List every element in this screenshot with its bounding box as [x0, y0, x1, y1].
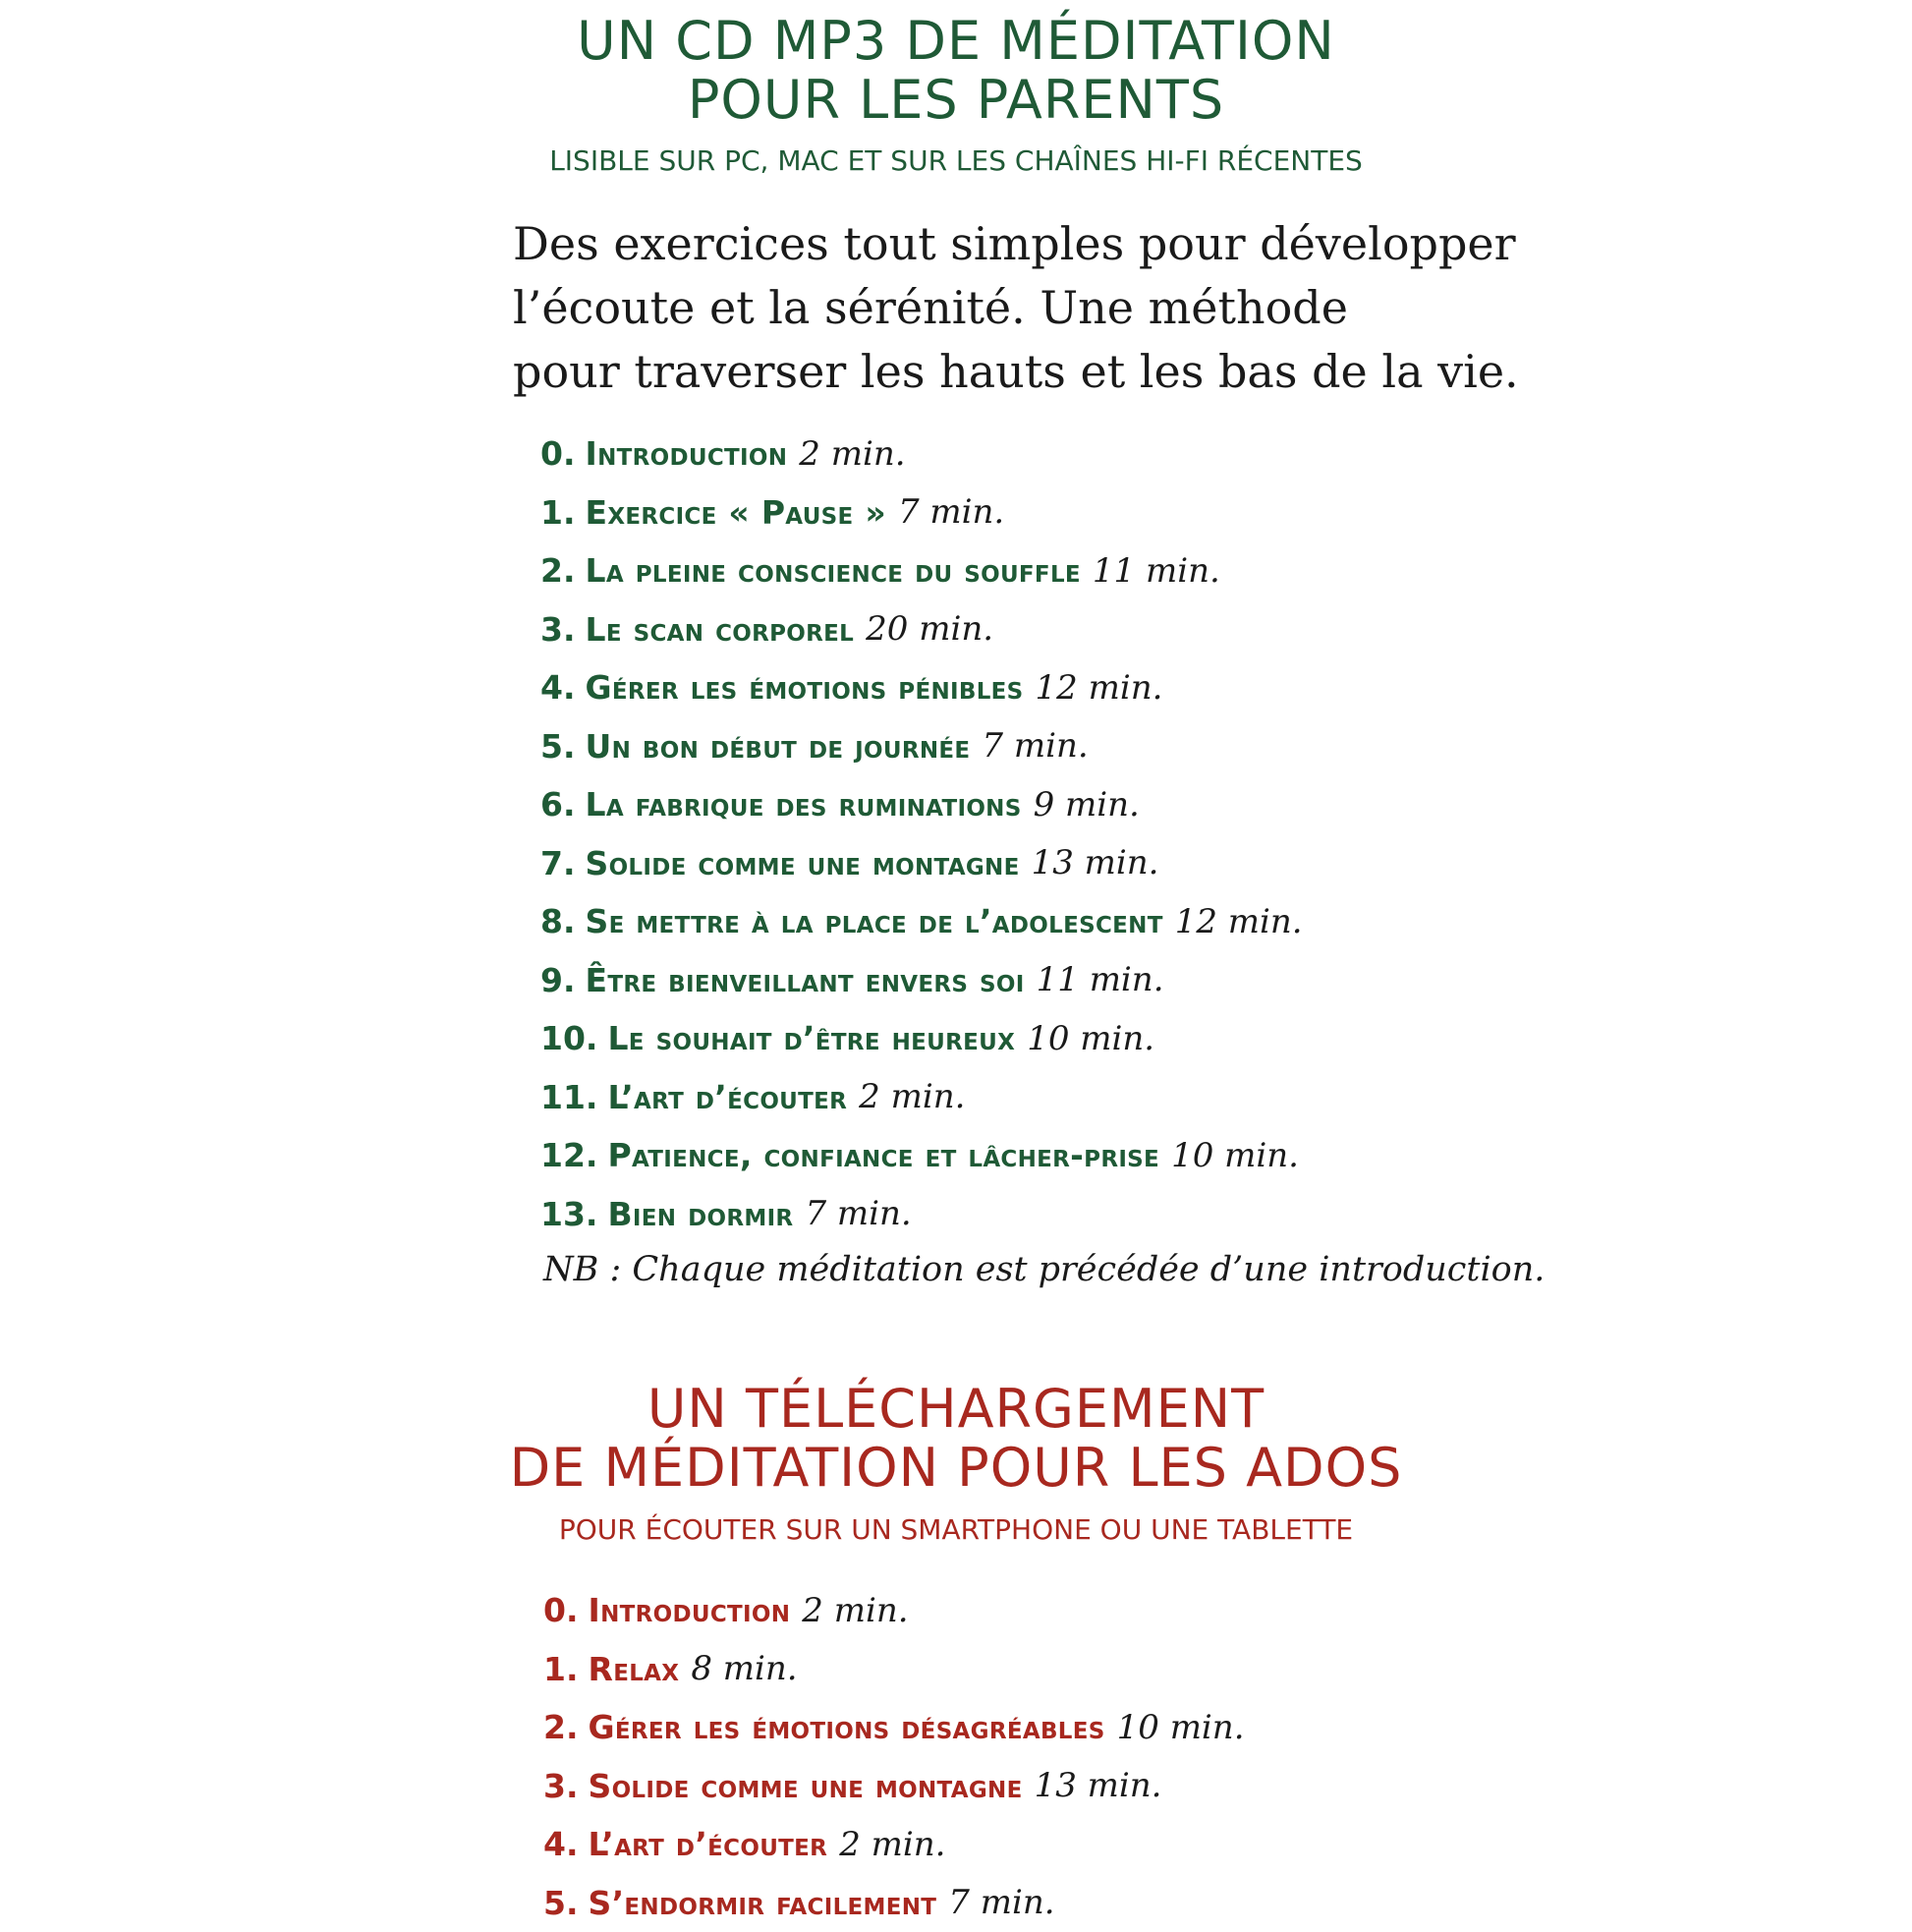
track-item [540, 951, 1303, 1010]
track-title: Exercice « Pause » [586, 493, 886, 532]
track-title: Gérer les émotions pénibles [586, 668, 1024, 707]
track-number: 5. [540, 727, 576, 766]
track-item [543, 1698, 1245, 1757]
cd-title-line2: POUR LES PARENTS [0, 71, 1912, 130]
track-number: 4. [540, 668, 576, 707]
track-duration: 13 min. [1035, 1766, 1162, 1805]
track-duration: 7 min. [898, 492, 1004, 532]
track-item [540, 892, 1303, 951]
track-number: 0. [540, 434, 576, 473]
track-number: 3. [543, 1767, 579, 1805]
track-number: 1. [543, 1650, 579, 1688]
track-number: 2. [540, 551, 576, 590]
track-duration: 7 min. [948, 1883, 1054, 1922]
track-duration: 12 min. [1175, 902, 1303, 941]
track-item [540, 1068, 1303, 1127]
track-number: 6. [540, 785, 576, 824]
track-number: 9. [540, 961, 576, 999]
track-duration: 2 min. [799, 434, 905, 474]
track-item [540, 600, 1303, 659]
track-duration: 20 min. [866, 609, 993, 649]
track-number: 3. [540, 610, 576, 649]
track-duration: 10 min. [1117, 1708, 1245, 1747]
cd-description [513, 212, 1495, 404]
track-number: 5. [543, 1884, 579, 1922]
track-item [543, 1640, 1245, 1699]
cd-note: NB : Chaque méditation est précédée d’une introduction. [543, 1250, 1545, 1289]
track-item [540, 1126, 1303, 1185]
track-item [540, 775, 1303, 834]
track-item [540, 1185, 1303, 1244]
track-number: 0. [543, 1591, 579, 1629]
track-number: 7. [540, 844, 576, 882]
track-item [543, 1874, 1245, 1932]
track-duration: 10 min. [1027, 1019, 1154, 1058]
track-title: Un bon début de journée [586, 727, 971, 766]
track-item [540, 1009, 1303, 1068]
track-title: Être bienveillant envers soi [586, 961, 1025, 999]
track-duration: 11 min. [1093, 551, 1220, 591]
track-title: La fabrique des ruminations [586, 785, 1022, 824]
track-item [543, 1815, 1245, 1874]
track-number: 4. [543, 1825, 579, 1863]
track-title: L’art d’écouter [589, 1825, 828, 1863]
track-title: Solide comme une montagne [586, 844, 1020, 882]
track-number: 13. [540, 1195, 597, 1233]
track-title: S’endormir facilement [589, 1884, 937, 1922]
download-title-line1: UN TÉLÉCHARGEMENT [0, 1380, 1912, 1439]
track-number: 12. [540, 1136, 597, 1174]
track-item [540, 717, 1303, 776]
description-line: pour traverser les hauts et les bas de la vie. [513, 340, 1495, 404]
track-number: 8. [540, 902, 576, 940]
cd-subtitle: LISIBLE SUR PC, MAC ET SUR LES CHAÎNES HI-FI RÉCENTES [0, 144, 1912, 178]
track-title: Introduction [589, 1591, 791, 1629]
track-title: Le scan corporel [586, 610, 855, 649]
track-title: Solide comme une montagne [589, 1767, 1023, 1805]
track-title: Introduction [586, 434, 788, 473]
track-item [540, 541, 1303, 600]
track-duration: 8 min. [691, 1649, 797, 1688]
track-title: Patience, confiance et lâcher-prise [607, 1136, 1159, 1174]
track-duration: 2 min. [802, 1591, 908, 1630]
track-title: Bien dormir [607, 1195, 793, 1233]
track-duration: 13 min. [1032, 843, 1159, 882]
track-number: 1. [540, 493, 576, 532]
track-item [543, 1581, 1245, 1640]
track-duration: 2 min. [839, 1825, 945, 1864]
download-subtitle: POUR ÉCOUTER SUR UN SMARTPHONE OU UNE TABLETTE [0, 1513, 1912, 1547]
track-item [540, 483, 1303, 542]
cd-track-list [540, 425, 1303, 1243]
track-duration: 10 min. [1171, 1136, 1299, 1175]
track-duration: 12 min. [1036, 668, 1163, 708]
track-duration: 11 min. [1037, 960, 1164, 999]
track-title: Se mettre à la place de l’adolescent [586, 902, 1163, 940]
track-duration: 7 min. [982, 726, 1088, 766]
track-title: La pleine conscience du souffle [586, 551, 1081, 590]
track-title: L’art d’écouter [607, 1078, 847, 1116]
track-item [540, 834, 1303, 893]
track-title: Relax [589, 1650, 680, 1688]
track-item [543, 1757, 1245, 1816]
track-number: 2. [543, 1708, 579, 1746]
track-item [540, 425, 1303, 483]
description-line: Des exercices tout simples pour développer [513, 212, 1495, 276]
download-track-list [543, 1581, 1245, 1932]
cd-title-line1: UN CD MP3 DE MÉDITATION [0, 12, 1912, 71]
track-number: 11. [540, 1078, 597, 1116]
track-duration: 9 min. [1034, 785, 1140, 824]
track-number: 10. [540, 1019, 597, 1057]
track-title: Gérer les émotions désagréables [589, 1708, 1105, 1746]
track-title: Le souhait d’être heureux [607, 1019, 1015, 1057]
track-item [540, 658, 1303, 717]
track-duration: 7 min. [805, 1194, 911, 1233]
description-line: l’écoute et la sérénité. Une méthode [513, 276, 1495, 340]
track-duration: 2 min. [859, 1077, 965, 1116]
download-title-line2: DE MÉDITATION POUR LES ADOS [0, 1439, 1912, 1498]
